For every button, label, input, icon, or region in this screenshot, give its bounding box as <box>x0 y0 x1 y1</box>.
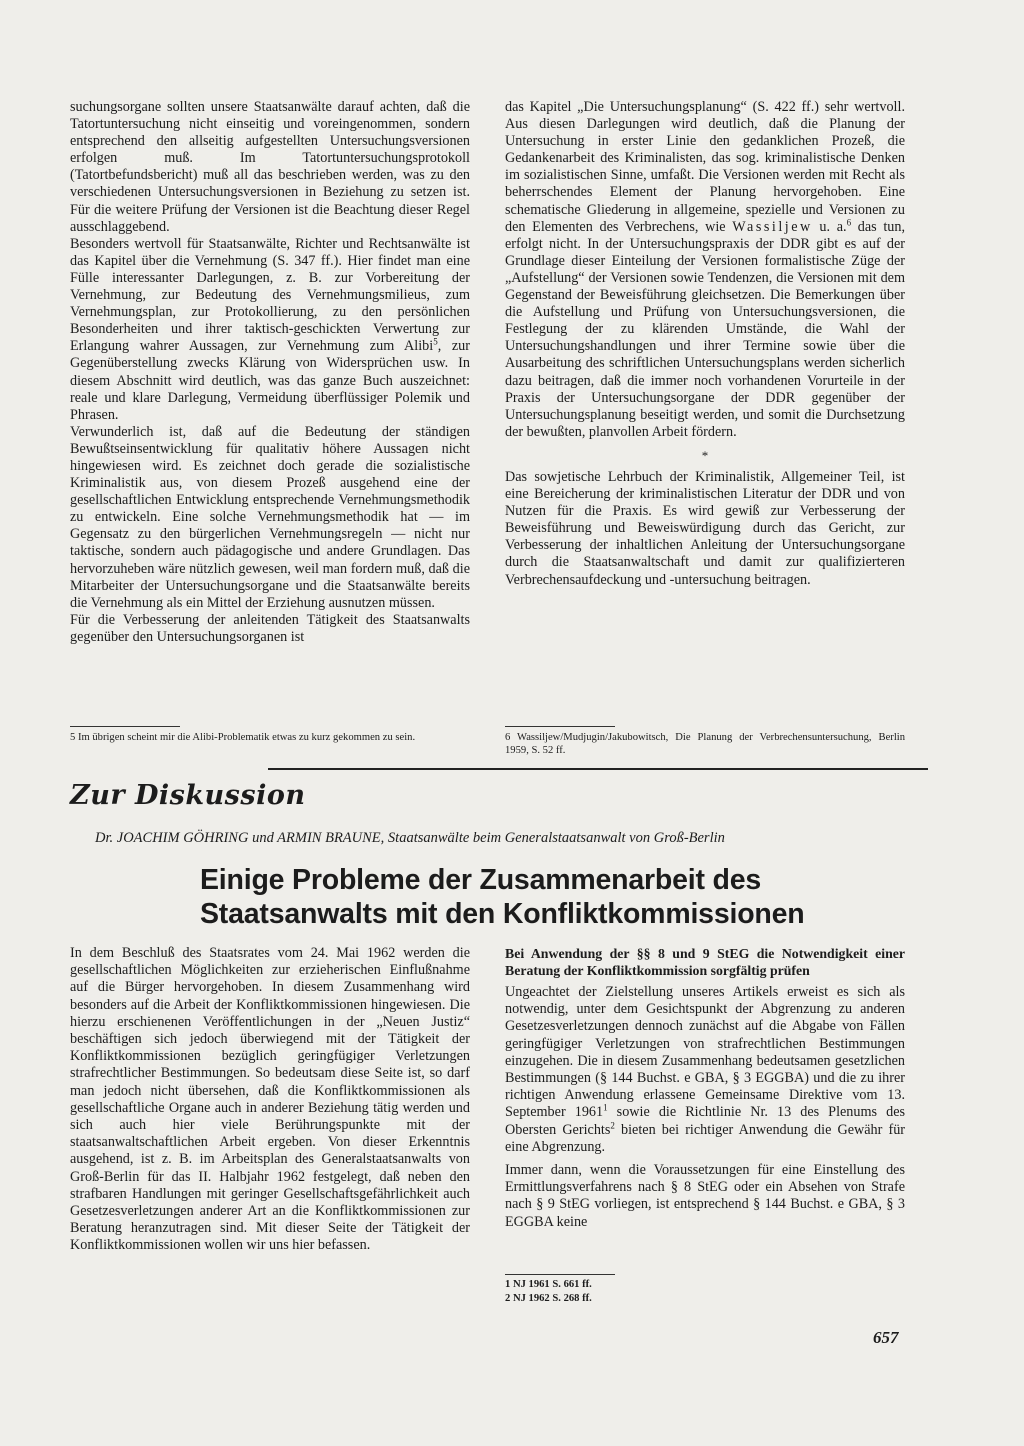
paragraph: Besonders wertvoll für Staatsanwälte, Richter und Rechtsanwälte ist das Kapitel über die Vernehmung (S. 347 ff.). Hier findet man eine Fülle interessanter Darlegungen, z. B. zur Vorbereitung der Vernehmung, zur Bedeutung des Vernehmungsmilieus, zum Vernehmungsplan, zur Protokollierung, zu den persönlichen Besonderheiten und ihrer taktisch-geschickten Verwertung zur Erlangung wahrer Aussagen, zur Vernehmung zum Alibi$^5$, zur Gegenüberstellung zwecks Klärung von Widersprüchen usw. In diesem Abschnitt wird deutlich, was das ganze Buch auszeichnet: reale und klare Darlegung, Vermeidung überflüssiger Polemik und Phrasen. <box>70 235 470 423</box>
paragraph: Für die Verbesserung der anleitenden Tätigkeit des Staatsanwalts gegenüber den Untersuchungsorganen ist <box>70 611 470 645</box>
paragraph: Immer dann, wenn die Voraussetzungen für eine Einstellung des Ermittlungsverfahrens nach § 8 StEG oder ein Absehen von Strafe nach § 9 StEG vorliegen, ist entsprechend § 144 Buchst. e GBA, § 3 EGGBA keine <box>505 1162 905 1230</box>
footnote-2: 2 NJ 1962 S. 268 ff. <box>505 1293 592 1304</box>
footnote-rule <box>505 1274 615 1275</box>
footnote-ref: 5 <box>433 336 438 347</box>
page-number: 657 <box>873 1328 899 1347</box>
footnote-ref: 2 <box>610 1119 615 1130</box>
footnote-ref: 1 <box>603 1102 608 1113</box>
article-right-column <box>505 945 905 1231</box>
footnote-rule <box>505 726 615 727</box>
paragraph: Verwunderlich ist, daß auf die Bedeutung der ständigen Bewußtseinsentwicklung für qualitativ höhere Aussagen nicht hingewiesen wird. Es zeichnet doch gerade die sozialistische Kriminalistik aus, von diesem Prozeß ausgehend eine der gesellschaftlichen Entwicklung entsprechende Vernehmungsmethodik zu entwickeln. Eine solche Vernehmungsmethodik hat — im Gegensatz zu den bürgerlichen Vernehmungsregeln — nicht nur taktische, sondern auch pädagogische und andere Grundlagen. Das hervorzuheben wäre nützlich gewesen, weil man fordern muß, daß die Mitarbeiter der Untersuchungsorgane und die Staatsanwälte bereits die Vernehmung als ein Mittel der Erziehung ausnutzen müssen. <box>70 423 470 611</box>
paragraph: In dem Beschluß des Staatsrates vom 24. Mai 1962 werden die gesellschaftlichen Möglichkeiten zur erzieherischen Einflußnahme auf die Bürger hervorgehoben. In diesem Zusammenhang wird besonders auf die Arbeit der Konfliktkommissionen hingewiesen. Die hierzu erschienenen Veröffentlichungen in der „Neuen Justiz“ beschäftigen sich jedoch überwiegend mit der Tätigkeit der Konfliktkommissionen bezüglich geringfügiger Verletzungen strafrechtlicher Bestimmungen. So bedeutsam diese Seite ist, so darf man jedoch nicht übersehen, daß die Konfliktkommissionen als gesellschaftliche Organe auch in anderer Beziehung tätig werden und sich auch hier viele Berührungspunkte mit der staatsanwaltschaftlichen Arbeit ergeben. Von dieser Erkenntnis ausgehend, ist z. B. im Arbeitsplan des Generalstaatsanwalts von Groß-Berlin für das II. Halbjahr 1962 festgelegt, daß neben den strafbaren Handlungen mit geringer Gesellschaftsgefährlichkeit auch Gesetzesverletzungen anderer Art an die Konfliktkommissionen zur Beratung heranzutragen sind. Mit dieser Seite der Tätigkeit der Konfliktkommissionen wollen wir uns hier befassen. <box>70 945 470 1254</box>
article-left-column <box>70 945 470 1255</box>
footnote-5: 5 Im übrigen scheint mir die Alibi-Problematik etwas zu kurz gekommen zu sein. <box>70 732 416 743</box>
paragraph: Ungeachtet der Zielstellung unseres Artikels erweist es sich als notwendig, unter dem Gesichtspunkt der Abgrenzung zu anderen Gesetzesverletzungen dennoch zunächst auf die Abgabe von Fällen geringfügiger Verletzungen von strafrechtlichen Bestimmungen einzugehen. Die in diesem Zusammenhang bedeutsamen gesetzlichen Bestimmungen (§ 144 Buchst. e GBA, § 3 EGGBA) und die zu ihrer richtigen Anwendung erlassene Gemeinsame Direktive vom 13. September 1961$^1$ sowie die Richtlinie Nr. 13 des Plenums des Obersten Gerichts$^2$ bieten bei richtiger Anwendung die Gewähr für eine Abgrenzung. <box>505 984 906 1155</box>
article-title: Einige Probleme der Zusammenarbeit des Staatsanwalts mit den Konfliktkommissionen <box>200 864 805 930</box>
section-separator: * <box>701 447 709 463</box>
paragraph: das Kapitel „Die Untersuchungsplanung“ (S. 422 ff.) sehr wertvoll. Aus diesen Darlegungen wird deutlich, daß die Planung der Untersuchung in erster Linie den gedanklichen Prozeß, die Gedankenarbeit des Kriminalisten, das sog. kriminalistische Denken im sozialistischen Sinne, umfaßt. Die Versionen werden mit Recht als beherrschendes Element der Planung hervorgehoben. Eine schematische Gliederung in allgemeine, spezielle und Versionen zu den Elementen des Verbrechens, wie Wassiljew u. a.$^6$ das tun, erfolgt nicht. In der Untersuchungspraxis der DDR gibt es auf der Grundlage dieser Einteilung der Versionen formalistische Züge der „Aufstellung“ der Versionen sowie Tendenzen, die Versionen mit dem Gegenstand der Beweisführung gleichsetzen. Die Bemerkungen über die Aufstellung und Prüfung von Untersuchungsversionen, die Festlegung der zu klärenden Umstände, die Wahl der Untersuchungshandlungen und ihrer Termine sowie über die Ausarbeitung des schriftlichen Untersuchungsplans werden sicherlich dazu beitragen, daß die immer noch vorhandenen Vorurteile in der Praxis der Untersuchungsorgane der DDR gegenüber der Untersuchungsplanung beseitigt werden, und somit die Durchsetzung der bewußten, planvollen Arbeit fördern. <box>505 99 906 440</box>
footnote-ref: 6 <box>846 216 852 227</box>
paragraph: Das sowjetische Lehrbuch der Kriminalistik, Allgemeiner Teil, ist eine Bereicherung der kriminalistischen Literatur der DDR und von Nutzen für die Praxis. Es wird gewiß zur Verbesserung der Beweisführung und Beweiswürdigung durch das Gericht, zur Verbesserung der inhaltlichen Anleitung der Untersuchungsorgane durch die Staatsanwaltschaft und damit zur qualifizierteren Verbrechensaufdeckung und -untersuchung beitragen. <box>505 468 905 588</box>
footnote-1: 1 NJ 1961 S. 661 ff. <box>505 1279 592 1290</box>
byline: Dr. JOACHIM GÖHRING und ARMIN BRAUNE, Staatsanwälte beim Generalstaatsanwalt von Groß-Berlin <box>95 830 725 846</box>
subheading: Bei Anwendung der §§ 8 und 9 StEG die Notwendigkeit einer Beratung der Konfliktkommission sorgfältig prüfen <box>505 946 905 978</box>
section-divider <box>268 768 928 770</box>
top-right-column <box>505 99 905 589</box>
footnote-6: 6 Wassiljew/Mudjugin/Jakubowitsch, Die Planung der Verbrechensuntersuchung, Berlin 1959, S. 52 ff. <box>505 732 905 756</box>
top-left-column <box>70 99 470 646</box>
footnote-rule <box>70 726 180 727</box>
paragraph: suchungsorgane sollten unsere Staatsanwälte darauf achten, daß die Tatortuntersuchung nicht einseitig und voreingenommen, sondern entsprechend den allseitig aufgestellten Untersuchungsversionen erfolgen muß. Im Tatortuntersuchungsprotokoll (Tatortbefundsbericht) muß all das beschrieben werden, was zu den verschiedenen Untersuchungsversionen in Beziehung zu setzen ist. Für die weitere Prüfung der Versionen ist die Beachtung dieser Regel ausschlaggebend. <box>70 99 470 235</box>
section-title: Zur Diskussion <box>70 780 306 811</box>
